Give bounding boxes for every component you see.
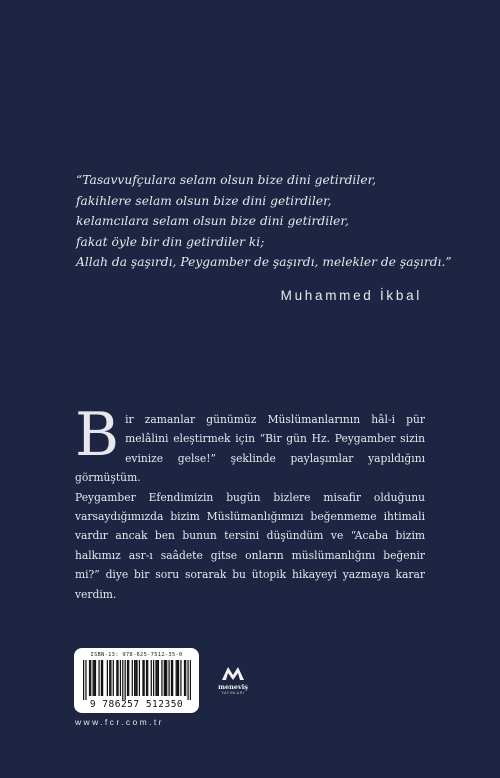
publisher-website: www.fcr.com.tr [75,717,164,727]
isbn-label: ISBN-13: 978-625-7512-35-0 [90,652,183,658]
publisher-logo [214,665,252,695]
barcode-panel [74,648,199,713]
epigraph-quote [76,170,452,273]
blurb-paragraph-1: ir zamanlar günümüz Müslümanlarının hâl-i pür melâlini eleştirmek için “Bir gün Hz. Peygamber sizin evinize gelse!” şeklinde paylaşımlar yapıldığını görmüştüm. [75,413,425,485]
publisher-logo-icon [221,666,245,680]
quote-line: fakat öyle bir din getirdiler ki; [76,234,265,249]
publisher-subtitle: YAYINLARI [221,691,245,695]
publisher-name: meneviş [218,683,248,691]
quote-line: kelamcılara selam olsun bize dini getirdiler, [76,214,349,228]
quote-line: Allah da şaşırdı, Peygamber de şaşırdı, melekler de şaşırdı.” [76,255,452,269]
blurb-paragraph-2: Peygamber Efendimizin bugün bizlere misafir olduğunu varsaydığımızda bizim Müslümanlığımızı beğenmeme ihtimali vardır ancak ben bunun tersini düşündüm ve “Acaba bizim halkımız asr-ı saâdete gitse onların müslümanlığını beğenir mi?” diye bir soru sorarak bu ütopik hikayeyi yazmaya karar verdim. [75,490,425,601]
quote-line: fakihlere selam olsun bize dini getirdiler, [76,193,332,208]
quote-author: Muhammed İkbal [280,288,422,303]
quote-line: “Tasavvufçulara selam olsun bize dini getirdiler, [76,173,377,187]
back-cover-blurb [75,400,425,604]
drop-cap: B [75,400,120,470]
barcode-image [83,660,191,700]
barcode-number: 9 786257 512350 [89,699,184,710]
